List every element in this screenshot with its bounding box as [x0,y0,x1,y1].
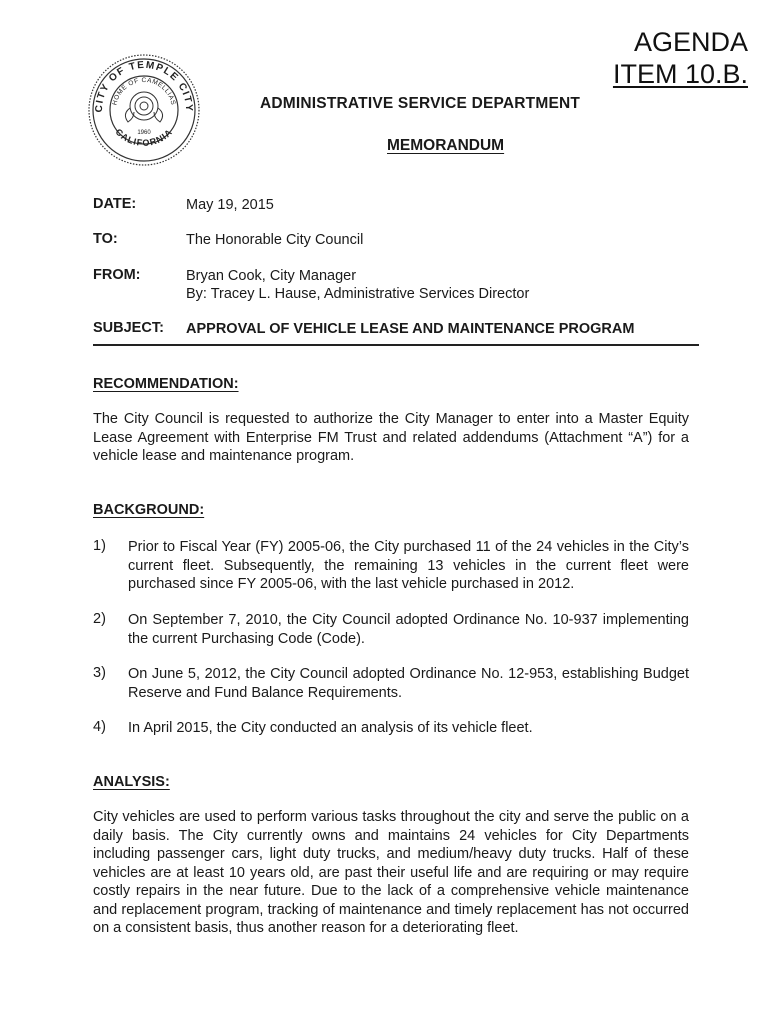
background-item-text: On September 7, 2010, the City Council adopted Ordinance No. 10-937 implementing the current Purchasing Code (Code). [128,612,689,647]
recommendation-text: The City Council is requested to authorize the City Manager to enter into a Master Equity Lease Agreement with Enterprise FM Trust and related addendums (Attachment “A”) for a vehicle lease and maintenance program. [93,411,689,464]
seal-inner-text: HOME OF CAMELLIAS [111,76,177,107]
from-value [186,267,529,303]
background-item-text: In April 2015, the City conducted an analysis of its vehicle fleet. [128,720,533,736]
seal-year: 1960 [137,130,151,136]
department-title: ADMINISTRATIVE SERVICE DEPARTMENT [260,95,581,112]
to-value: The Honorable City Council [186,232,364,248]
subject-value: APPROVAL OF VEHICLE LEASE AND MAINTENANCE PROGRAM [186,321,635,337]
date-label: DATE: [93,196,137,212]
seal-bottom-text: CALIFORNIA [113,126,175,149]
analysis-heading: ANALYSIS: [93,774,170,790]
background-item-number: 1) [93,538,106,554]
svg-text:CITY OF TEMPLE CITY [94,60,194,113]
to-label: TO: [93,231,118,247]
background-item-text: On June 5, 2012, the City Council adopted Ordinance No. 12-953, establishing Budget Reserve and Fund Balance Requirements. [128,666,689,701]
agenda-title: AGENDA [633,27,748,57]
analysis-text: City vehicles are used to perform various tasks throughout the city and serve the public on a daily basis. The City currently owns and maintains 24 vehicles for City Departments including passenger cars, light duty trucks, and medium/heavy duty trucks. Half of these vehicles are at least 10 years old, are past their useful life and are requiring or may require costly repairs in the near future. Due to the lack of a comprehensive vehicle maintenance and replacement program, tracking of maintenance and timely replacement has not occurred on a consistent basis, thus another reason for a deteriorating fleet. [93,809,689,936]
header-divider [93,344,699,346]
agenda-item-label [613,26,748,90]
background-item-number: 3) [93,665,106,681]
from-sender: Bryan Cook, City Manager [186,268,357,284]
seal-top-text: CITY OF TEMPLE CITY [93,59,195,113]
from-preparer: By: Tracey L. Hause, Administrative Services Director [186,286,530,302]
city-seal-logo [86,52,202,168]
background-item-text: Prior to Fiscal Year (FY) 2005-06, the City purchased 11 of the 24 vehicles in the City’s current fleet. Subsequently, the remaining 13 vehicles in the current fleet were purchased since FY 2005-06, with the last vehicle purchased in 2012. [128,539,689,592]
date-value: May 19, 2015 [186,197,274,213]
background-item-number: 2) [93,611,106,627]
memo-title: MEMORANDUM [387,137,505,154]
from-label: FROM: [93,267,141,283]
background-heading: BACKGROUND: [93,502,205,518]
subject-label: SUBJECT: [93,320,164,336]
recommendation-heading: RECOMMENDATION: [93,376,239,392]
camellia-icon [125,92,162,122]
background-item-number: 4) [93,719,106,735]
agenda-item-number: ITEM 10.B. [612,59,748,89]
